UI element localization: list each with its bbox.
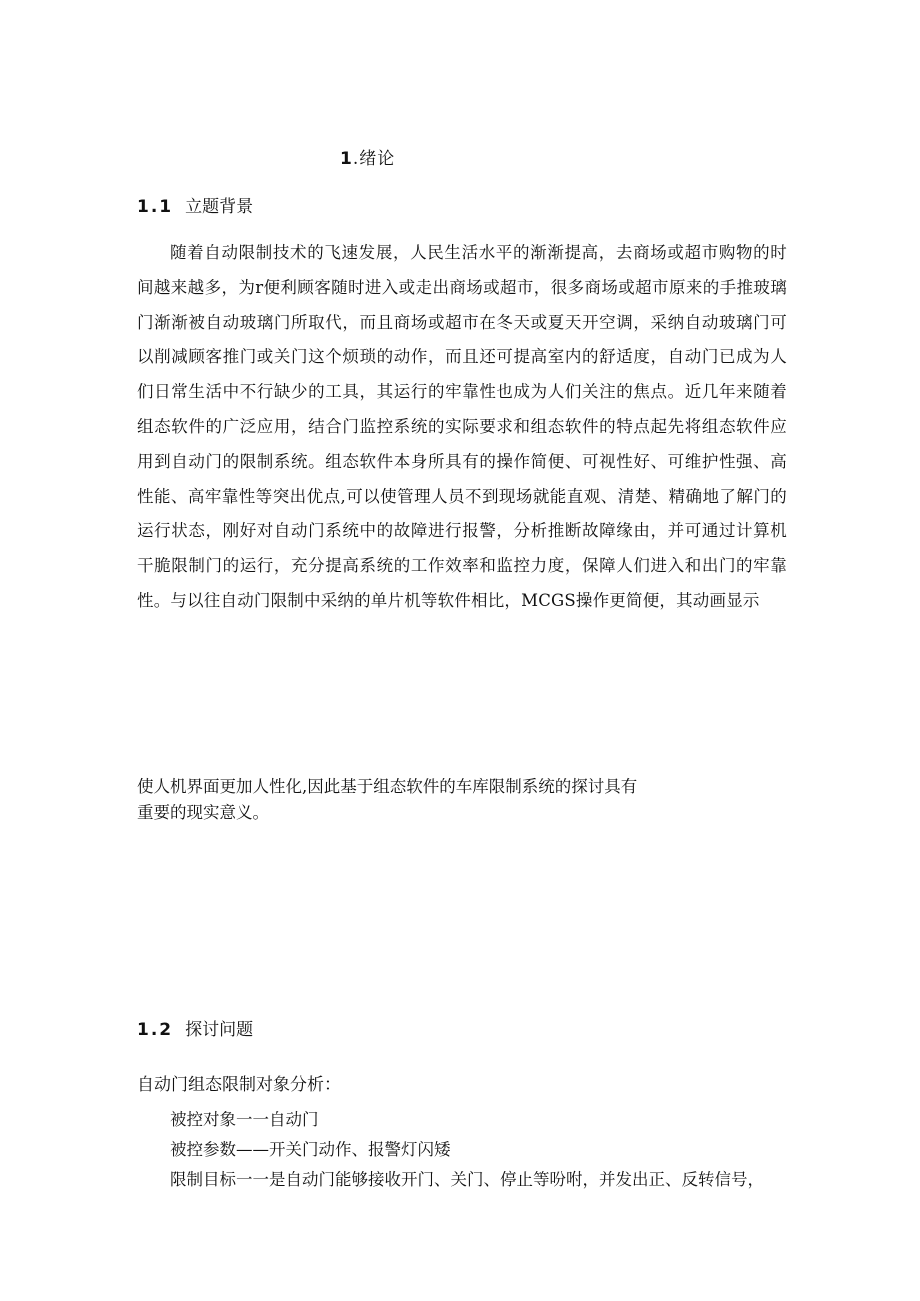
chapter-title-text: .绪论 (352, 149, 396, 169)
background-paragraph-line-2: 使人机界面更加人性化,因此基于组态软件的车库限制系统的探讨具有 (137, 777, 638, 796)
section-heading-1-2 (137, 1015, 253, 1040)
list-item: 被控对象一一自动门 (170, 1110, 319, 1129)
chapter-title (340, 144, 395, 169)
background-paragraph-line-3: 重要的现实意义。 (137, 803, 269, 822)
control-object-analysis-heading: 自动门组态限制对象分析： (137, 1075, 341, 1095)
background-paragraph: 随着自动限制技术的飞速发展，人民生活水平的渐渐提高，去商场或超市购物的时间越来越多，为r便利顾客随时进入或走出商场或超市，很多商场或超市原来的手推玻璃门渐渐被自动玻璃门所取代，而且商场或超市在冬天或夏天开空调，采纳自动玻璃门可以削减顾客推门或关门这个烦琐的动作，而且还可提高室内的舒适度，自动门已成为人们日常生活中不行缺少的工具，其运行的牢靠性也成为人们关注的焦点。近几年来随着组态软件的广泛应用，结合门监控系统的实际要求和组态软件的特点起先将组态软件应用到自动门的限制系统。组态软件本身所具有的操作简便、可视性好、可维护性强、高性能、高牢靠性等突出优点,可以使管理人员不到现场就能直观、清楚、精确地了解门的运行状态，刚好对自动门系统中的故障进行报警，分析推断故障缘由，并可通过计算机干脆限制门的运行，充分提高系统的工作效率和监控力度，保障人们进入和出门的牢靠性。与以往自动门限制中采纳的单片机等软件相比，MCGS操作更简便，其动画显示 (137, 243, 787, 610)
section-number: 1.1 (137, 197, 174, 217)
section-title: 探讨问题 (185, 1020, 254, 1040)
chapter-number: 1 (340, 149, 353, 169)
list-item: 限制目标一一是自动门能够接收开门、关门、停止等吩咐，并发出正、反转信号， (170, 1170, 764, 1189)
section-number: 1.2 (137, 1020, 174, 1040)
section-title: 立题背景 (185, 197, 254, 217)
section-heading-1-1 (137, 192, 253, 217)
list-item: 被控参数——开关门动作、报警灯闪矮 (170, 1140, 451, 1159)
